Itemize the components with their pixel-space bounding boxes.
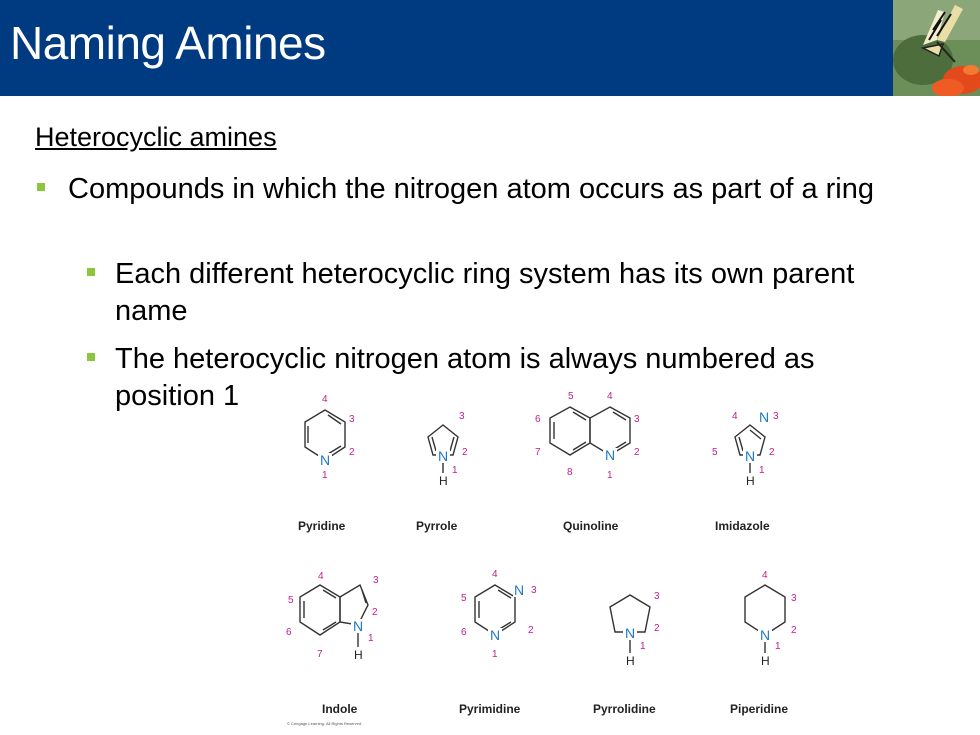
subheading: Heterocyclic amines <box>35 122 277 152</box>
svg-text:6: 6 <box>286 627 292 638</box>
svg-text:1: 1 <box>640 641 646 652</box>
atom-h: H <box>439 474 448 488</box>
svg-text:4: 4 <box>318 571 324 582</box>
svg-text:3: 3 <box>531 585 537 596</box>
svg-text:1: 1 <box>368 633 374 644</box>
svg-text:5: 5 <box>461 593 467 604</box>
svg-text:1: 1 <box>775 641 781 652</box>
svg-text:2: 2 <box>654 623 660 634</box>
svg-text:8: 8 <box>567 467 573 478</box>
bullet-marker <box>87 353 95 361</box>
atom-n: N <box>438 448 449 464</box>
svg-text:4: 4 <box>607 391 613 402</box>
bullet-marker <box>87 268 95 276</box>
svg-text:3: 3 <box>654 591 660 602</box>
atom-h: H <box>626 654 635 668</box>
svg-text:2: 2 <box>791 625 797 636</box>
svg-text:6: 6 <box>461 627 467 638</box>
heterocycle-structures-figure <box>270 385 810 735</box>
bullet-3: The heterocyclic nitrogen atom is always numbered as position 1 <box>115 343 815 412</box>
atom-n: N <box>625 625 636 641</box>
atom-n: N <box>490 627 501 643</box>
atom-h: H <box>354 648 363 662</box>
svg-text:3: 3 <box>791 593 797 604</box>
svg-text:2: 2 <box>528 625 534 636</box>
svg-text:5: 5 <box>288 595 294 606</box>
svg-text:2: 2 <box>462 447 468 458</box>
compound-name: Indole <box>322 702 358 716</box>
svg-text:1: 1 <box>322 470 328 481</box>
svg-text:5: 5 <box>568 391 574 402</box>
indole-structure <box>300 585 368 647</box>
title-bar <box>0 0 980 96</box>
atom-n: N <box>759 409 770 425</box>
svg-text:7: 7 <box>535 447 541 458</box>
svg-text:7: 7 <box>317 649 323 660</box>
svg-text:1: 1 <box>492 649 498 660</box>
compound-name: Pyrrole <box>416 519 458 533</box>
atom-h: H <box>761 654 770 668</box>
svg-text:2: 2 <box>769 447 775 458</box>
atom-n: N <box>514 582 525 598</box>
atom-n: N <box>605 447 616 463</box>
bullet-1: Compounds in which the nitrogen atom occurs as part of a ring <box>68 173 874 205</box>
svg-text:1: 1 <box>759 465 765 476</box>
svg-text:5: 5 <box>712 447 718 458</box>
svg-text:3: 3 <box>773 411 779 422</box>
slide-title: Naming Amines <box>10 17 326 69</box>
atom-h: H <box>746 474 755 488</box>
butterfly-photo <box>893 0 980 96</box>
svg-text:6: 6 <box>535 414 541 425</box>
svg-text:2: 2 <box>634 447 640 458</box>
svg-text:4: 4 <box>322 394 328 405</box>
atom-n: N <box>353 618 364 634</box>
compound-name: Piperidine <box>730 702 789 716</box>
copyright-note: © Cengage Learning. All Rights Reserved. <box>287 721 363 726</box>
compound-name: Pyrimidine <box>459 702 521 716</box>
atom-n: N <box>320 452 331 468</box>
bullet-2: Each different heterocyclic ring system has its own parent name <box>115 258 855 327</box>
compound-name: Imidazole <box>715 519 770 533</box>
compound-name: Pyrrolidine <box>593 702 656 716</box>
svg-text:1: 1 <box>452 465 458 476</box>
quinoline-structure <box>550 407 630 455</box>
svg-text:2: 2 <box>349 447 355 458</box>
svg-text:1: 1 <box>607 470 613 481</box>
svg-text:4: 4 <box>732 411 738 422</box>
svg-text:4: 4 <box>762 570 768 581</box>
svg-text:3: 3 <box>349 414 355 425</box>
atom-n: N <box>745 448 756 464</box>
bullet-marker <box>37 183 45 191</box>
svg-text:2: 2 <box>372 607 378 618</box>
svg-text:3: 3 <box>634 414 640 425</box>
svg-text:3: 3 <box>373 575 379 586</box>
atom-n: N <box>760 627 771 643</box>
svg-text:3: 3 <box>459 411 465 422</box>
svg-text:4: 4 <box>492 569 498 580</box>
compound-name: Pyridine <box>298 519 346 533</box>
compound-name: Quinoline <box>563 519 619 533</box>
